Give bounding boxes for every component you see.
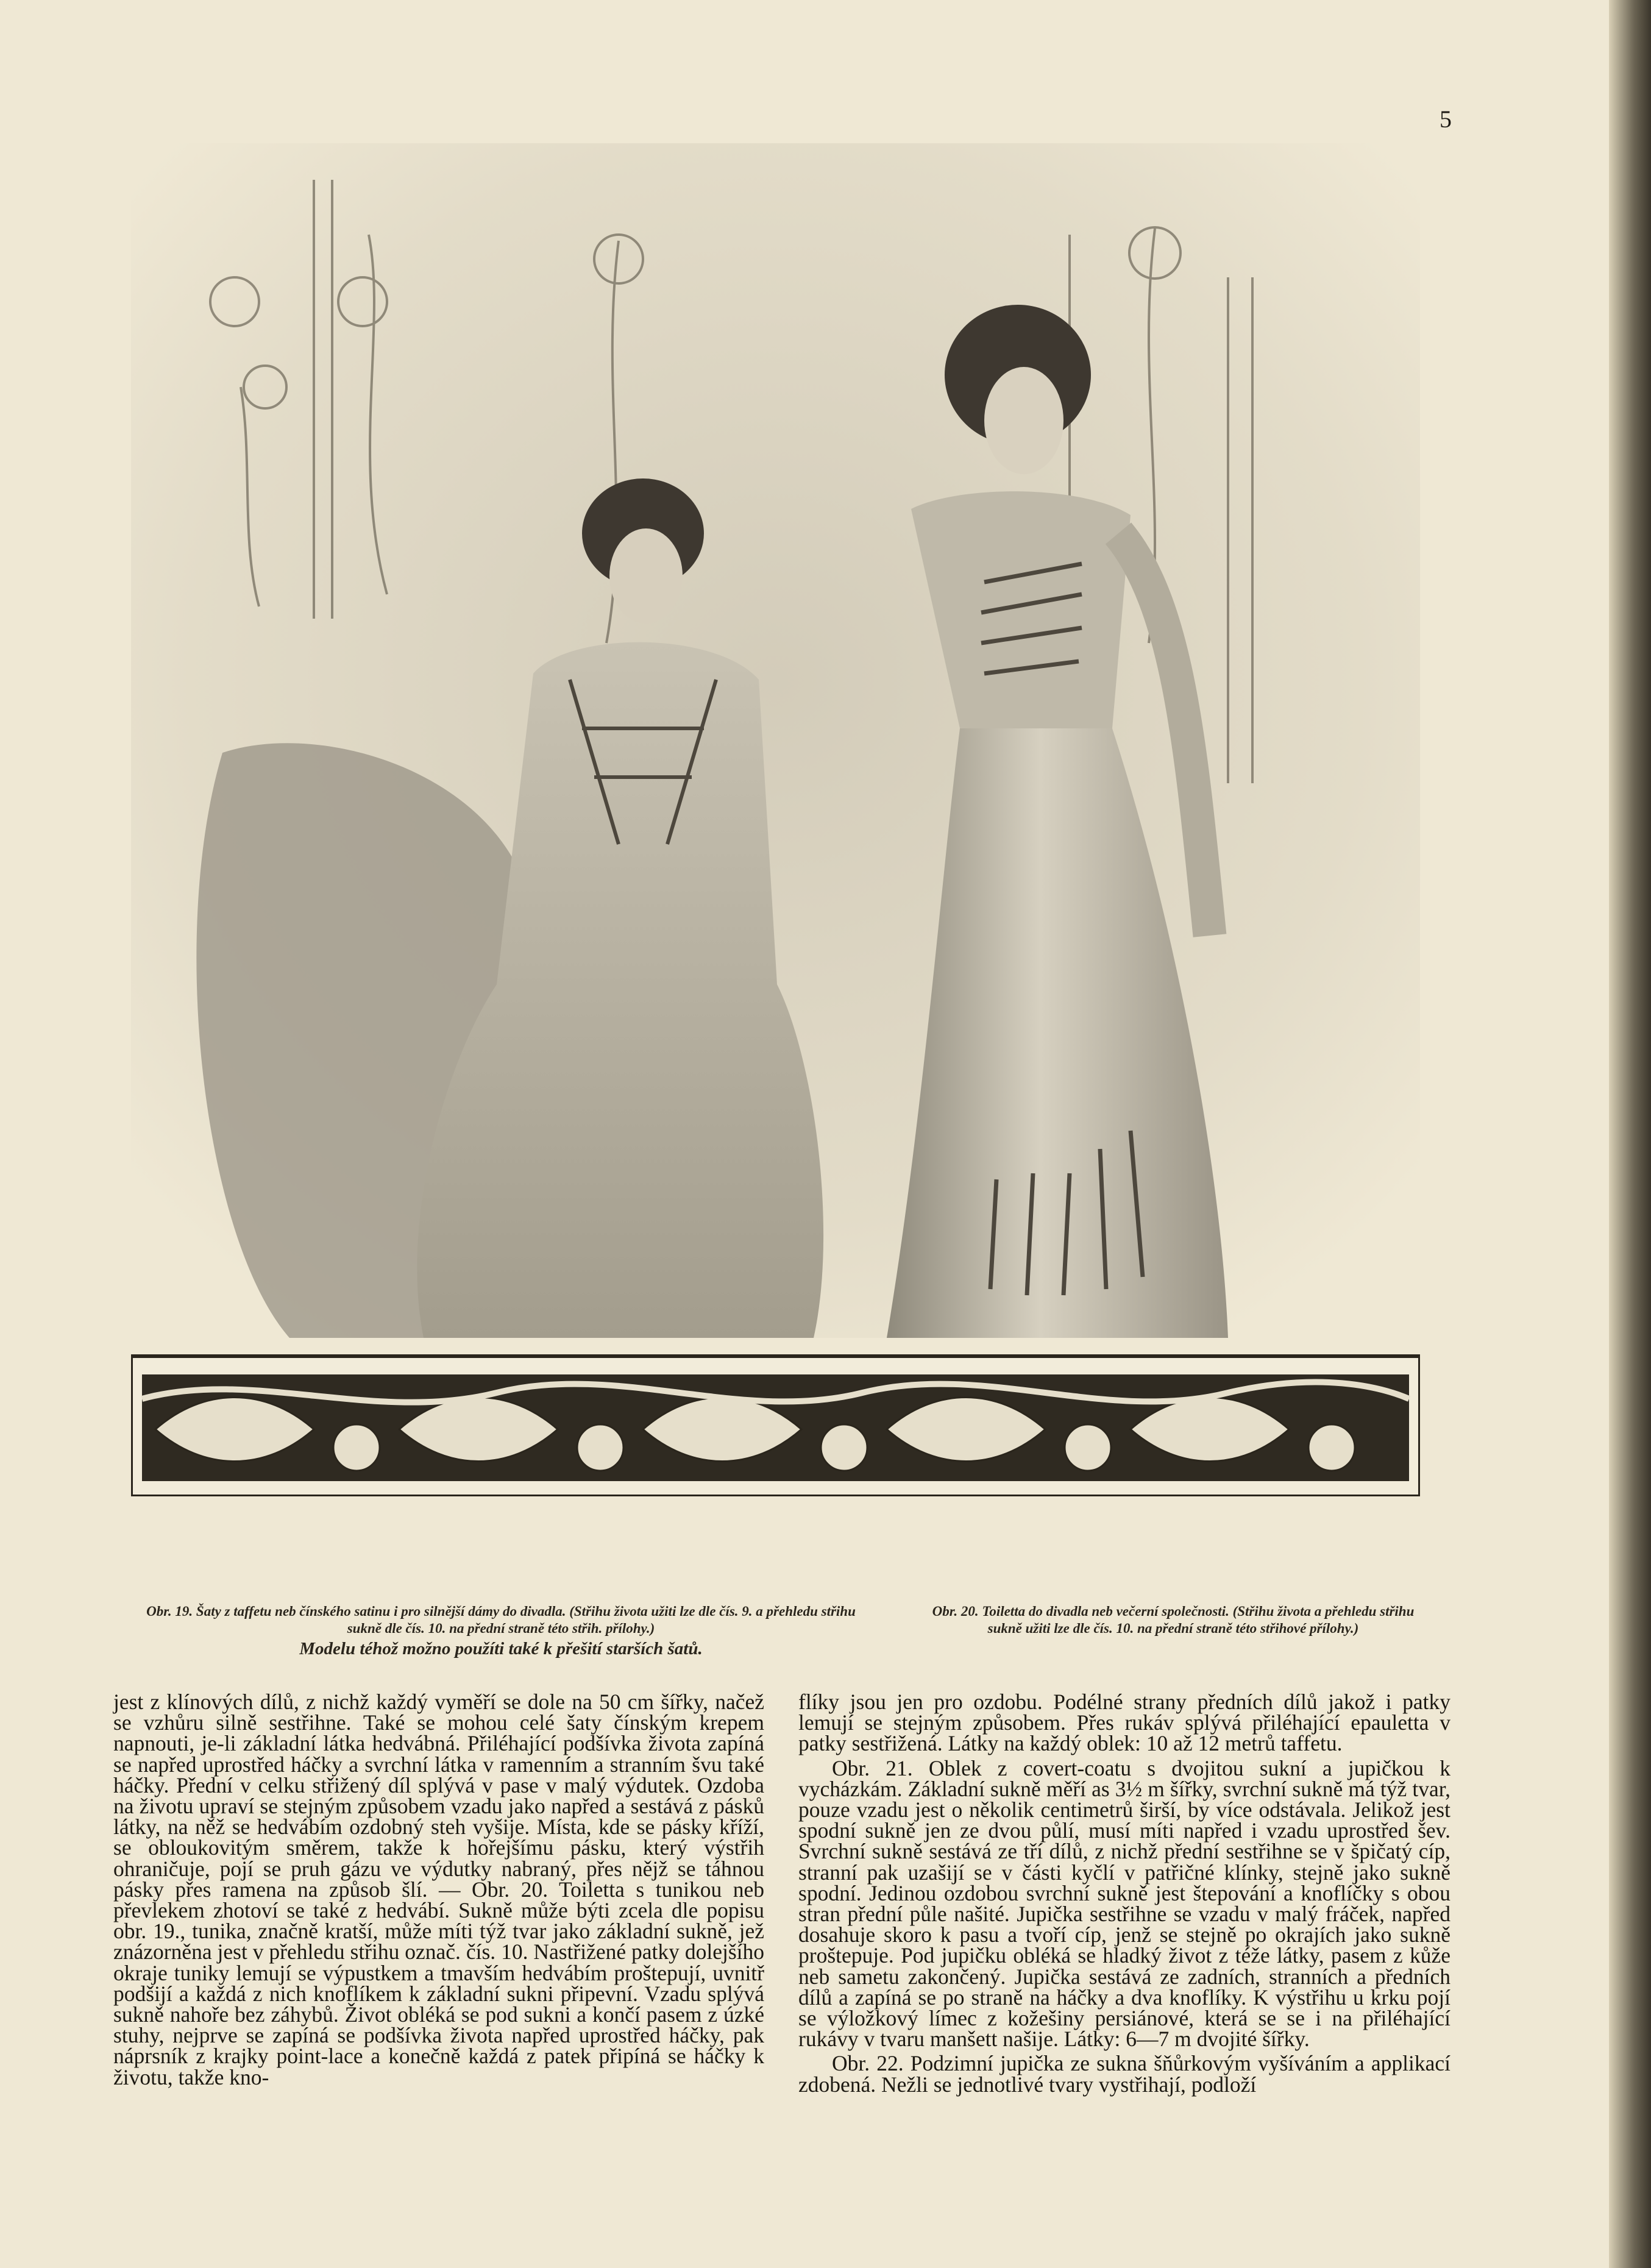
caption-figure-20-text: Obr. 20. Toiletta do divadla neb večerní společnosti. (Střihu života a přehledu střihu sukně užiti lze dle čís. 10. na přední straně této střihové přílohy.)	[932, 1604, 1415, 1636]
caption-figure-19-note: Modelu téhož možno použíti také k přešití starších šatů.	[299, 1639, 703, 1658]
page-binding-edge	[1609, 0, 1651, 2268]
caption-figure-19	[135, 1603, 867, 1659]
fashion-plate-illustration	[131, 143, 1420, 1496]
body-paragraph: flíky jsou jen pro ozdobu. Podélné strany předních dílů jakož i patky lemují se stejným způsobem. Přes rukáv splývá přiléhající epauletta v patky sestřižená. Látky na každý oblek: 10 až 12 metrů taffetu.	[798, 1690, 1450, 1756]
page-number: 5	[1440, 105, 1452, 133]
fashion-plate-two-women-icon	[131, 143, 1420, 1496]
caption-figure-20	[929, 1603, 1417, 1637]
body-paragraph-figure-21: Obr. 21. Oblek z covert-coatu s dvojitou sukní a jupičkou k vycházkám. Základní sukně měří as 3½ m šířky, svrchní sukně má týž tvar, pouze vzadu jest o několik centimetrů širší, by více odstávala. Jelikož jest spodní sukně jen ze dvou půlí, musí míti napřed i vzadu uprostřed šev. Svrchní sukně sestává ze tří dílů, z nichž přední sestřihne se v špičatý cíp, stranní pak uzašijí se v části kyčlí v patřičné klínky, stejně jako sukně spodní. Jedinou ozdobou svrchní sukně jest štepování a knoflíčky s obou stran přední půle našité. Jupička sestřihne se vzadu v malý fráček, napřed dosahuje skoro k pasu a tvoří cíp, jenž se stejně po okrajích jako sukně proštepuje. Pod jupičku obléká se hladký život z téže látky, pasem z kůže neb sametu zakončený. Jupička sestává ze zadních, stranních a předních dílů a zapíná se po straně na háčky a dva knoflíky. K výstřihu u krku pojí se výložkový límec z kožešiny persiánové, která se se i na přiléhající rukávy v tvaru manšett našije. Látky: 6—7 m dvojité šířky.	[798, 1755, 1450, 2052]
body-paragraph: jest z klínových dílů, z nichž každý vyměří se dole na 50 cm šířky, načež se vzhůru silně sestřihne. Také se mohou celé šaty čínským krepem napnouti, je-li základní látka hedvábná. Přiléhající podšívka života zapíná se napřed uprostřed háčky a svrchní látka v ramenním a stranním švu také háčky. Přední v celku střižený díl splývá v pase v malý výdutek. Ozdoba na životu upraví se stejným způsobem vzadu jako napřed a sestává z pásků látky, na něž se hedvábím ozdobný steh vyšije. Místa, kde se pásky kříží, se obloukovitým směrem, takže k hořejšímu pásku, který výstřih ohraničuje, pojí se pruh gázu ve výdutky nabraný, přes nějž se táhnou pásky přes ramena na způsob šlí. — Obr. 20. Toiletta s tunikou neb převlekem zhotoví se také z hedvábí. Sukně může býti zcela dle popisu obr. 19., tunika, značně kratší, může míti týž tvar jako základní sukně, jež znázorněna jest v přehledu střihu označ. čís. 10. Nastřižené patky dolejšího okraje tuniky lemují se výpustkem a tmavším hedvábím proštepují, uvnitř podšijí a každá z nich knoflíkem k základní sukni připevní. Vzadu splývá sukně nahoře bez záhybů. Život obléká se pod sukni a končí pasem z úzké stuhy, nejprve se zapíná se podšívka života napřed uprostřed háčky, pak náprsník z krajky point-lace a konečně každá z patek připíná se háčky k životu, takže kno-	[113, 1690, 764, 2089]
caption-figure-19-text: Obr. 19. Šaty z taffetu neb čínského satinu i pro silnější dámy do divadla. (Střihu života užiti lze dle čís. 9. a přehledu střihu sukně dle čís. 10. na přední straně této střih. přílohy.)	[146, 1604, 856, 1636]
body-paragraph-figure-22: Obr. 22. Podzimní jupička ze sukna šňůrkovým vyšíváním a applikací zdobená. Nežli se jednotlivé tvary vystřihají, podloží	[798, 2051, 1450, 2097]
body-column-right	[798, 1691, 1450, 2095]
body-column-left	[113, 1691, 764, 2088]
